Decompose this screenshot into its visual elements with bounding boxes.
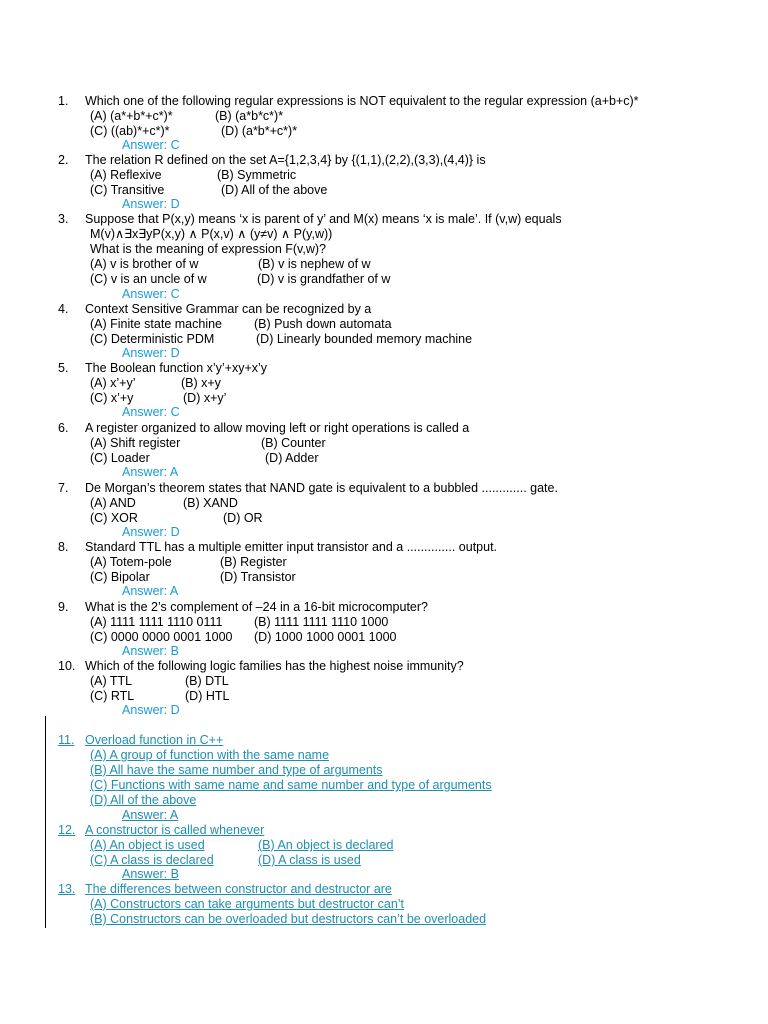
option-a: (A) 1111 1111 1110 0111 [90,615,223,629]
answer: Answer: B [122,644,179,658]
option-b: (B) Push down automata [254,317,392,331]
question-number: 11. [58,733,75,747]
option-d: (D) v is grandfather of w [257,272,391,286]
answer: Answer: B [122,867,179,881]
option-c: (C) Bipolar [90,570,150,584]
option-c: (C) RTL [90,689,135,703]
option-d: (D) HTL [185,689,230,703]
option-a: (A) Finite state machine [90,317,222,331]
option-c: (C) ((ab)*+c*)* [90,124,170,138]
answer: Answer: A [122,808,179,822]
question-number: 2. [58,153,69,167]
answer: Answer: C [122,405,180,419]
option-c: (C) x’+y [90,391,134,405]
option-b: (B) x+y [181,376,221,390]
question-number: 4. [58,302,69,316]
option-d: (D) OR [223,511,263,525]
option-b: (B) Symmetric [217,168,297,182]
question-stem: A constructor is called whenever [85,823,265,837]
answer: Answer: D [122,346,180,360]
option-b: (B) v is nephew of w [258,257,371,271]
option-a: (A) An object is used [90,838,205,852]
option-d: (D) A class is used [258,853,361,867]
question-number: 6. [58,421,69,435]
question-number: 3. [58,212,69,226]
answer: Answer: D [122,197,180,211]
option-a: (A) Totem-pole [90,555,172,569]
option-c: (C) A class is declared [90,853,214,867]
option-a: (A) x’+y’ [90,376,136,390]
answer: Answer: C [122,287,180,301]
option-a: (A) Constructors can take arguments but destructor can’t [90,897,405,911]
question-stem-line-2: M(v)∧∃x∃yP(x,y) ∧ P(x,v) ∧ (y≠v) ∧ P(y,w)) [90,227,333,241]
option-a: (A) v is brother of w [90,257,199,271]
question-stem: The relation R defined on the set A={1,2,3,4} by {(1,1),(2,2),(3,3),(4,4)} is [85,153,486,167]
question-number: 10. [58,659,76,673]
question-stem: De Morgan’s theorem states that NAND gate is equivalent to a bubbled ............. gate. [85,481,558,495]
question-stem: What is the 2’s complement of –24 in a 16-bit microcomputer? [85,600,428,614]
option-c: (C) 0000 0000 0001 1000 [90,630,233,644]
option-d: (D) 1000 1000 0001 1000 [254,630,397,644]
option-a: (A) TTL [90,674,133,688]
option-c: (C) Deterministic PDM [90,332,215,346]
answer: Answer: D [122,525,180,539]
option-c: (C) Functions with same name and same number and type of arguments [90,778,492,792]
question-number: 5. [58,361,69,375]
question-number: 7. [58,481,69,495]
option-b: (B) Constructors can be overloaded but destructors can’t be overloaded [90,912,487,926]
option-a: (A) AND [90,496,136,510]
question-stem: Suppose that P(x,y) means ‘x is parent of y’ and M(x) means ‘x is male’. If (v,w) equals [85,212,562,226]
option-d: (D) All of the above [221,183,328,197]
option-d: (D) Linearly bounded memory machine [256,332,473,346]
question-stem: Which one of the following regular expressions is NOT equivalent to the regular expression (a+b+c)* [85,94,639,108]
answer: Answer: C [122,138,180,152]
option-b: (B) Counter [261,436,326,450]
option-d: (D) Adder [265,451,319,465]
option-b: (B) An object is declared [258,838,394,852]
question-stem: Overload function in C++ [85,733,224,747]
option-a: (A) Shift register [90,436,181,450]
option-d: (D) Transistor [220,570,296,584]
option-d: (D) x+y’ [183,391,227,405]
option-c: (C) Transitive [90,183,165,197]
answer: Answer: A [122,465,179,479]
option-c: (C) XOR [90,511,138,525]
option-b: (B) All have the same number and type of arguments [90,763,383,777]
option-c: (C) v is an uncle of w [90,272,207,286]
answer: Answer: A [122,584,179,598]
question-stem: The Boolean function x’y’+xy+x’y [85,361,268,375]
question-stem: A register organized to allow moving left or right operations is called a [85,421,470,435]
question-number: 9. [58,600,69,614]
option-b: (B) DTL [185,674,229,688]
answer: Answer: D [122,703,180,717]
question-number: 8. [58,540,69,554]
question-stem: Context Sensitive Grammar can be recognized by a [85,302,372,316]
option-a: (A) Reflexive [90,168,162,182]
option-c: (C) Loader [90,451,150,465]
option-b: (B) (a*b*c*)* [215,109,284,123]
question-stem: Standard TTL has a multiple emitter input transistor and a .............. output. [85,540,498,554]
question-stem: Which of the following logic families has the highest noise immunity? [85,659,464,673]
option-b: (B) Register [220,555,287,569]
option-a: (A) A group of function with the same name [90,748,330,762]
question-number: 12. [58,823,76,837]
option-b: (B) 1111 1111 1110 1000 [254,615,389,629]
option-a: (A) (a*+b*+c*)* [90,109,173,123]
question-number: 13. [58,882,76,896]
option-d: (D) (a*b*+c*)* [221,124,298,138]
question-stem-line-3: What is the meaning of expression F(v,w)? [90,242,326,256]
revision-change-bar [45,716,46,928]
question-stem: The differences between constructor and destructor are [85,882,392,896]
question-number: 1. [58,94,69,108]
option-d: (D) All of the above [90,793,197,807]
option-b: (B) XAND [183,496,238,510]
